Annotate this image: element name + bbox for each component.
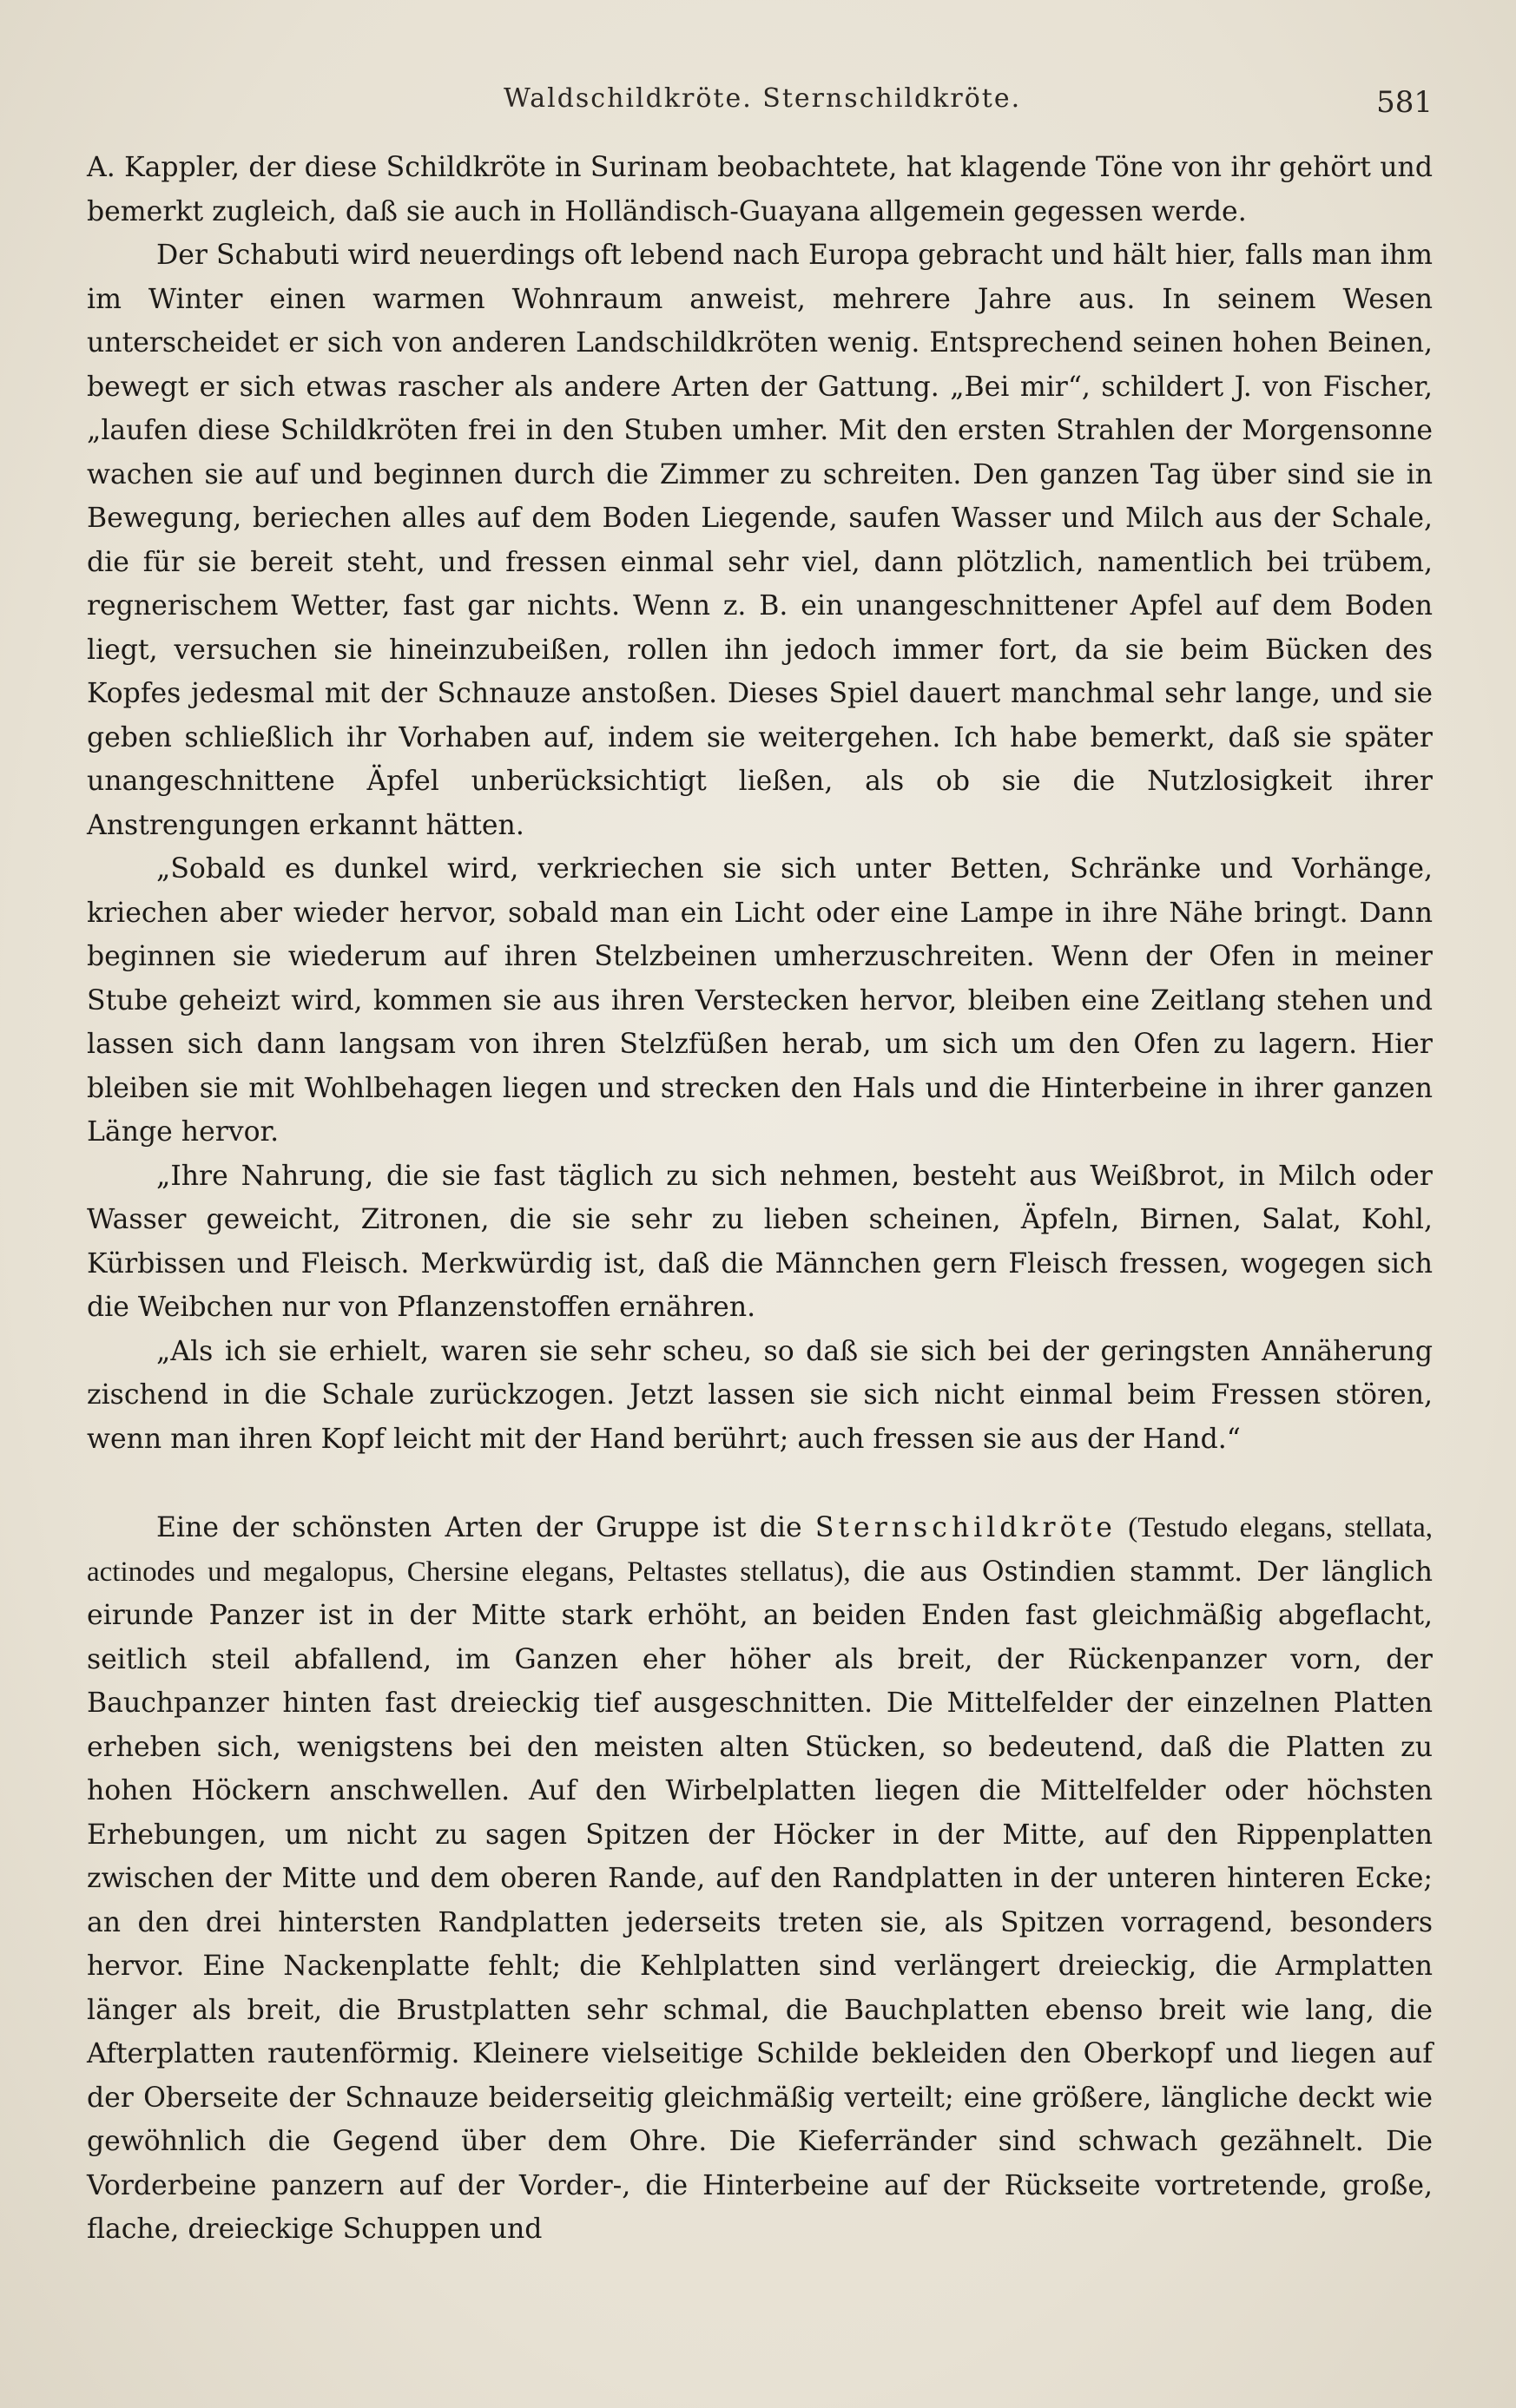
- latin-synonyms: (Testudo elegans, stellata, actinodes und megalopus, Chersine elegans, Peltastes stellatus),: [87, 1512, 1433, 1588]
- section-body: die aus Ostindien stammt. Der länglich eirunde Panzer ist in der Mitte stark erhöht, an beiden Enden fast gleichmäßig abgeflacht, seitlich steil abfallend, im Ganzen eher höher als breit, der Rückenpanzer vorn, der Bauchpanzer hinten fast dreieckig tief ausgeschnitten. Die Mittelfelder der einzelnen Platten erheben sich, wenigstens bei den meisten alten Stücken, so bedeutend, daß die Platten zu hohen Höckern anschwellen. Auf den Wirbelplatten liegen die Mittelfelder oder höchsten Erhebungen, um nicht zu sagen Spitzen der Höcker in der Mitte, auf den Rippenplatten zwischen der Mitte und dem oberen Rande, auf den Randplatten in der unteren hinteren Ecke; an den drei hintersten Randplatten jederseits treten sie, als Spitzen vorragend, besonders hervor. Eine Nackenplatte fehlt; die Kehlplatten sind verlängert dreieckig, die Armplatten länger als breit, die Brustplatten sehr schmal, die Bauchplatten ebenso breit wie lang, die Afterplatten rautenförmig. Kleinere vielseitige Schilde bekleiden den Oberkopf und liegen auf der Oberseite der Schnauze beiderseitig gleichmäßig verteilt; eine größere, längliche deckt wie gewöhnlich die Gegend über dem Ohre. Die Kieferränder sind schwach gezähnelt. Die Vorderbeine panzern auf der Vorder-, die Hinterbeine auf der Rückseite vortretende, große, flache, dreieckige Schuppen und: [87, 1556, 1433, 2245]
- page-number: 581: [1376, 85, 1433, 120]
- paragraph-kappler: A. Kappler, der diese Schildkröte in Surinam beobachtete, hat klagende Töne von ihr gehört und bemerkt zugleich, daß sie auch in Holländisch-Guayana allgemein gegessen werde.: [87, 152, 1433, 227]
- paragraph-nahrung: „Ihre Nahrung, die sie fast täglich zu sich nehmen, besteht aus Weißbrot, in Milch oder Wasser geweicht, Zitronen, die sie sehr zu lieben scheinen, Äpfeln, Birnen, Salat, Kohl, Kürbissen und Fleisch. Merkwürdig ist, daß die Männchen gern Fleisch fressen, wogegen sich die Weibchen nur von Pflanzenstoffen ernähren.: [87, 1160, 1433, 1323]
- section-gap: [87, 1461, 1433, 1506]
- running-title: Waldschildkröte. Sternschildkröte.: [504, 83, 1022, 114]
- species-name: Sternschildkröte: [814, 1512, 1117, 1543]
- body-text: [87, 146, 1433, 2252]
- paragraph-scheu: „Als ich sie erhielt, waren sie sehr scheu, so daß sie sich bei der geringsten Annäherung zischend in die Schale zurückzogen. Jetzt lassen sie sich nicht einmal beim Fressen stören, wenn man ihren Kopf leicht mit der Hand berührt; auch fressen sie aus der Hand.“: [87, 1335, 1433, 1455]
- paragraph-sternschildkroete: [87, 1506, 1433, 2252]
- section-lead: Eine der schönsten Arten der Gruppe ist die: [156, 1512, 815, 1543]
- running-head: [87, 78, 1433, 130]
- paragraph-schabuti: Der Schabuti wird neuerdings oft lebend nach Europa gebracht und hält hier, falls man ihm im Winter einen warmen Wohnraum anweist, mehrere Jahre aus. In seinem Wesen unterscheidet er sich von anderen Landschildkröten wenig. Entsprechend seinen hohen Beinen, bewegt er sich etwas rascher als andere Arten der Gattung. „Bei mir“, schildert J. von Fischer, „laufen diese Schildkröten frei in den Stuben umher. Mit den ersten Strahlen der Morgensonne wachen sie auf und beginnen durch die Zimmer zu schreiten. Den ganzen Tag über sind sie in Bewegung, beriechen alles auf dem Boden Liegende, saufen Wasser und Milch aus der Schale, die für sie bereit steht, und fressen einmal sehr viel, dann plötzlich, namentlich bei trübem, regnerischem Wetter, fast gar nichts. Wenn z. B. ein unangeschnittener Apfel auf dem Boden liegt, versuchen sie hineinzubeißen, rollen ihn jedoch immer fort, da sie beim Bücken des Kopfes jedesmal mit der Schnauze anstoßen. Dieses Spiel dauert manchmal sehr lange, und sie geben schließlich ihr Vorhaben auf, indem sie weitergehen. Ich habe bemerkt, daß sie später unangeschnittene Äpfel unberücksichtigt ließen, als ob sie die Nutzlosigkeit ihrer Anstrengungen erkannt hätten.: [87, 240, 1433, 841]
- book-page: [87, 78, 1433, 2370]
- paragraph-dunkel: „Sobald es dunkel wird, verkriechen sie sich unter Betten, Schränke und Vorhänge, kriechen aber wieder hervor, sobald man ein Licht oder eine Lampe in ihre Nähe bringt. Dann beginnen sie wiederum auf ihren Stelzbeinen umherzuschreiten. Wenn der Ofen in meiner Stube geheizt wird, kommen sie aus ihren Verstecken hervor, bleiben eine Zeitlang stehen und lassen sich dann langsam von ihren Stelzfüßen herab, um sich um den Ofen zu lagern. Hier bleiben sie mit Wohlbehagen liegen und strecken den Hals und die Hinterbeine in ihrer ganzen Länge hervor.: [87, 853, 1433, 1148]
